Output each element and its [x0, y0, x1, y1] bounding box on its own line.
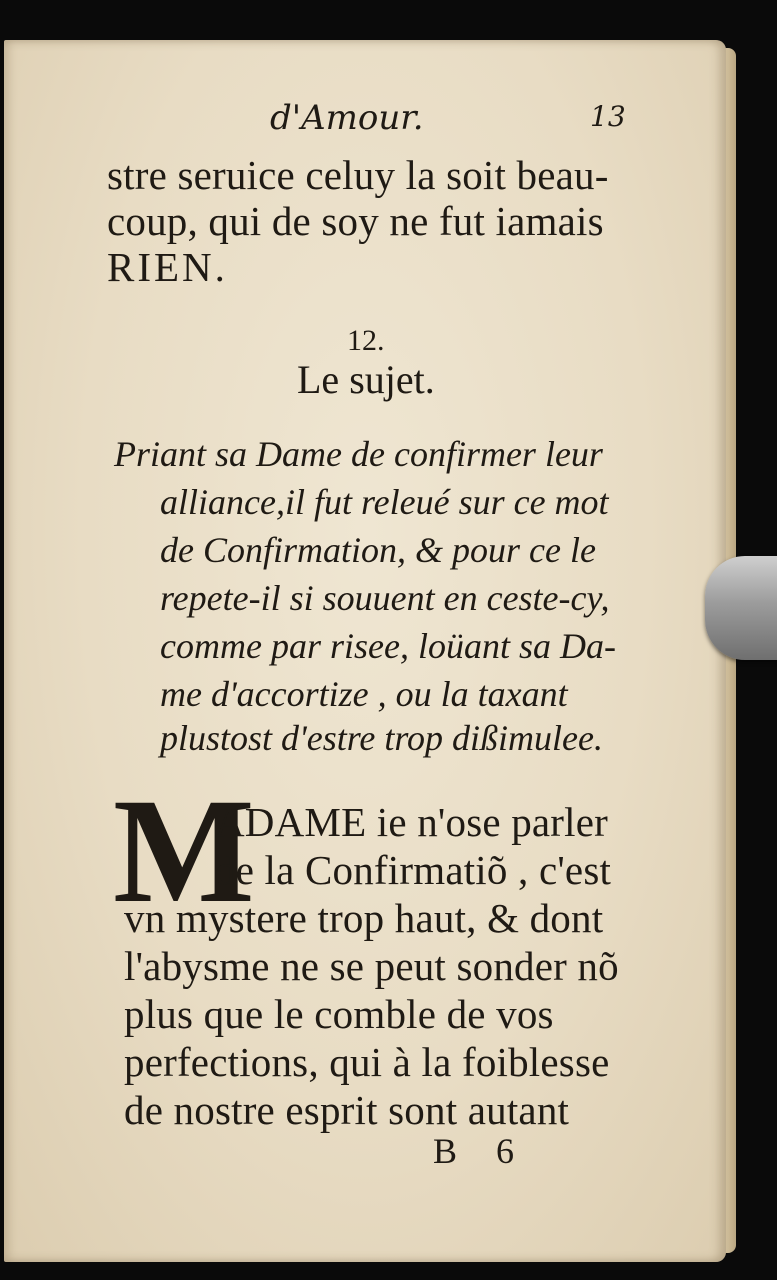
body-line: vn mystere trop haut, & dont [124, 895, 604, 941]
argument-line: Priant sa Dame de confirmer leur [114, 434, 603, 474]
argument-line: de Confirmation, & pour ce le [160, 530, 596, 570]
page-number: 13 [590, 100, 626, 133]
body-line: plus que le comble de vos [124, 991, 554, 1037]
continuation-line: stre seruice celuy la soit beau- [107, 152, 609, 198]
body-line: l'abysme ne se peut sonder nõ [124, 943, 619, 989]
signature-mark: B 6 [433, 1131, 515, 1171]
argument-line: plustost d'estre trop dißimulee. [160, 718, 604, 758]
page-clip [705, 556, 777, 660]
argument-line: comme par risee, loüant sa Da- [160, 626, 616, 666]
drop-cap: M [113, 768, 255, 934]
argument-line: me d'accortize , ou la taxant [160, 674, 568, 714]
argument-line: repete-il si souuent en ceste-cy, [160, 578, 610, 618]
argument-line: alliance,il fut releué sur ce mot [160, 482, 609, 522]
section-number: 12. [347, 324, 385, 357]
section-heading: Le sujet. [297, 357, 435, 402]
body-line: perfections, qui à la foiblesse [124, 1039, 610, 1085]
body-line: de la Confirmatiõ , c'est [215, 847, 612, 893]
continuation-line: coup, qui de soy ne fut iamais [107, 198, 604, 244]
running-title: d'Amour. [270, 98, 424, 138]
body-line: ADAME ie n'ose parler [215, 799, 608, 845]
body-line: de nostre esprit sont autant [124, 1087, 570, 1133]
continuation-line: RIEN. [107, 244, 228, 290]
